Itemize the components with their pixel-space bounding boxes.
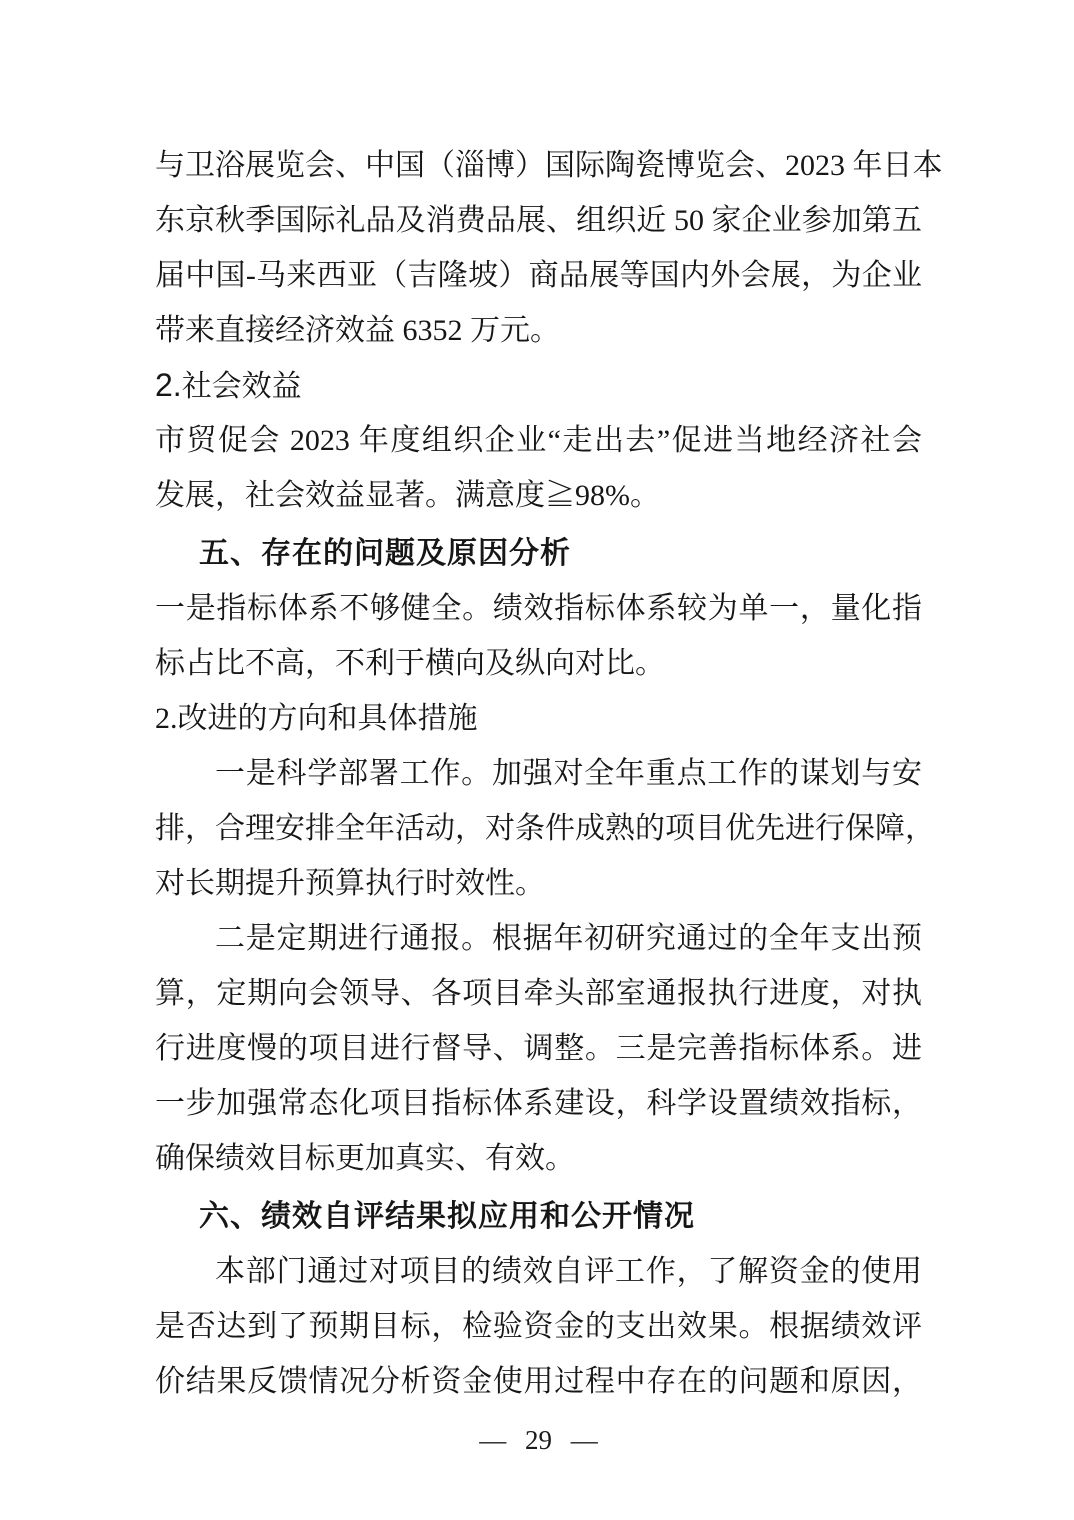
paragraph-line: 与卫浴展览会、中国（淄博）国际陶瓷博览会、2023 年日本 <box>155 149 943 182</box>
list-number: 2. <box>155 367 182 403</box>
section-heading-six: 六、绩效自评结果拟应用和公开情况 <box>199 1200 695 1233</box>
paragraph-line: 对长期提升预算执行时效性。 <box>155 867 545 900</box>
paragraph-line: 带来直接经济效益 6352 万元。 <box>155 314 560 347</box>
paragraph-line: 排，合理安排全年活动，对条件成熟的项目优先进行保障， <box>155 812 935 845</box>
paragraph-line: 价结果反馈情况分析资金使用过程中存在的问题和原因， <box>155 1365 922 1398</box>
paragraph-line: 标占比不高，不利于横向及纵向对比。 <box>155 647 665 680</box>
paragraph-line: 本部门通过对项目的绩效自评工作，了解资金的使用 <box>215 1255 922 1288</box>
paragraph-line: 是否达到了预期目标，检验资金的支出效果。根据绩效评 <box>155 1310 922 1343</box>
paragraph-line: 算，定期向会领导、各项目牵头部室通报执行进度，对执 <box>155 977 922 1010</box>
subsection-heading-improvement: 2.改进的方向和具体措施 <box>155 702 478 735</box>
paragraph-line: 一步加强常态化项目指标体系建设，科学设置绩效指标， <box>155 1087 922 1120</box>
subsection-title: 社会效益 <box>181 370 302 403</box>
paragraph-line: 发展，社会效益显著。满意度≧98%。 <box>155 479 660 512</box>
paragraph-line: 一是科学部署工作。加强对全年重点工作的谋划与安 <box>215 757 922 790</box>
section-heading-five: 五、存在的问题及原因分析 <box>199 537 571 570</box>
paragraph-line: 市贸促会 2023 年度组织企业“走出去”促进当地经济社会 <box>155 424 922 457</box>
paragraph-line: 二是定期进行通报。根据年初研究通过的全年支出预 <box>215 922 922 955</box>
subsection-heading-social-benefit <box>155 358 922 413</box>
paragraph-line: 届中国-马来西亚（吉隆坡）商品展等国内外会展，为企业 <box>155 259 922 292</box>
page-number: — 29 — <box>479 1425 598 1455</box>
paragraph-line: 一是指标体系不够健全。绩效指标体系较为单一，量化指 <box>155 592 922 625</box>
paragraph-line: 东京秋季国际礼品及消费品展、组织近 50 家企业参加第五 <box>155 204 922 237</box>
paragraph-line: 行进度慢的项目进行督导、调整。三是完善指标体系。进 <box>155 1032 922 1065</box>
paragraph-line: 确保绩效目标更加真实、有效。 <box>155 1142 575 1175</box>
